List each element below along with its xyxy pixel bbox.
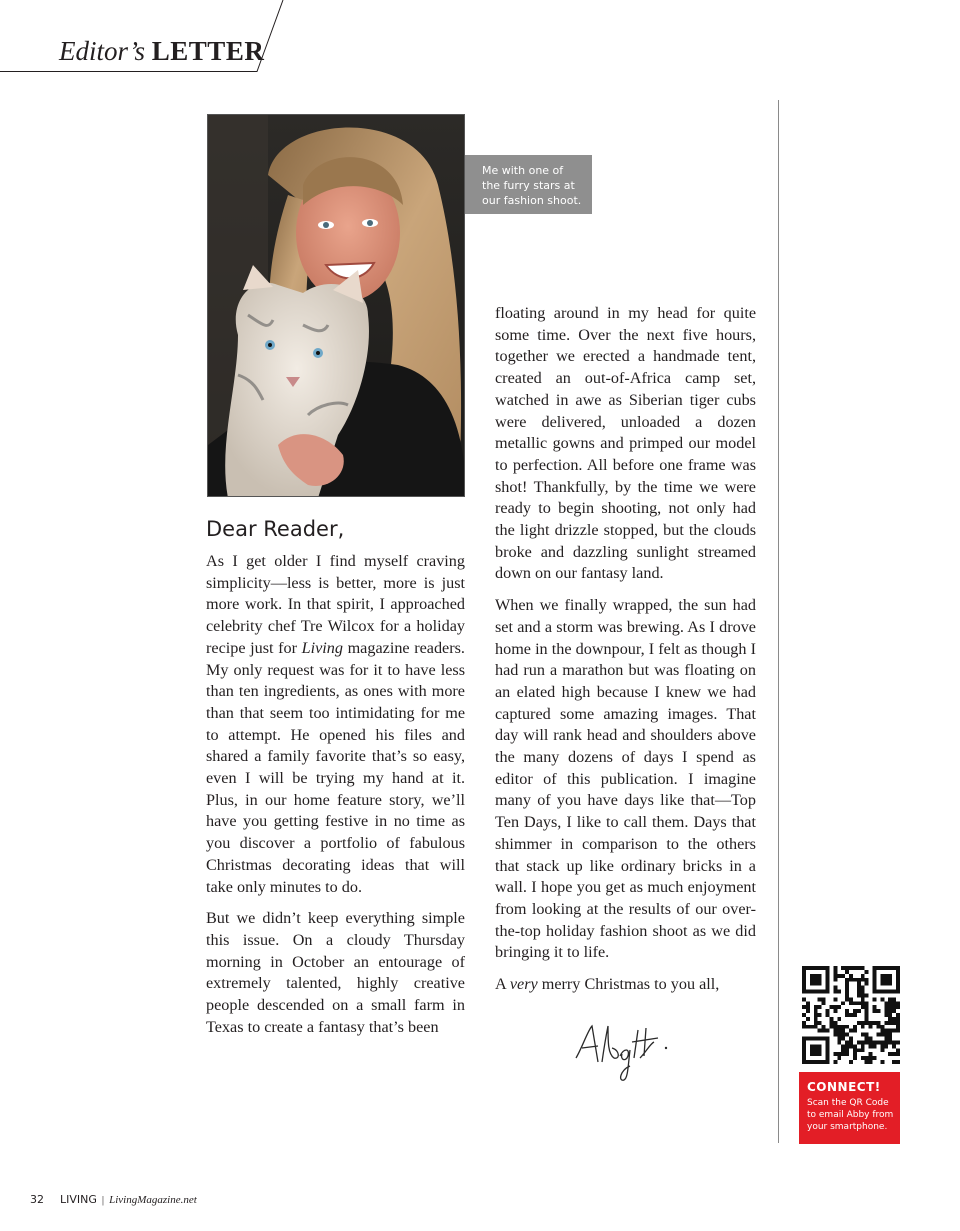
magazine-name: LIVING — [60, 1193, 97, 1206]
connect-box — [799, 1072, 900, 1144]
page-number: 32 — [30, 1193, 44, 1206]
letter-column-right — [495, 303, 756, 1006]
qr-code-graphic — [802, 966, 900, 1064]
paragraph-3: When we finally wrapped, the sun had set and a storm was brewing. As I drove home in the downpour, I felt as though I had run a marathon but was floating on an elated high because I knew we had captured some amazing images. That day will rank head and shoulders above the many dozens of days I spend as editor of this publication. I imagine many of you have days like that—Top Ten Days, I like to call them. Days that shimmer in comparison to the others that stack up like ordinary bricks in a wall. I hope you get as much enjoyment from looking at the results of our over-the-top holiday fashion shoot as we did bringing it to life. — [495, 596, 756, 962]
closing-line: A very merry Christmas to you all, — [495, 975, 720, 994]
qr-code-icon[interactable] — [802, 966, 900, 1064]
photo-caption: Me with one of the furry stars at our fashion shoot. — [465, 155, 592, 214]
paragraph-1: As I get older I find myself craving simplicity—less is better, more is just more work. In that spirit, I approached celebrity chef Tre Wilcox for a holiday recipe just for Living magazine readers. My only request was for it to have less than ten ingredients, as ones with more than that seem too intimidating for me to attempt. He opened his files and shared a family favorite that’s so easy, even I will be trying my hand at it. Plus, in our home feature story, we’ll have you getting festive in no time as you discover a portfolio of fabulous Christmas decorating ideas that will take only minutes to do. — [206, 552, 465, 896]
photo-editor-with-tiger-cub — [208, 115, 465, 497]
section-title — [59, 34, 264, 68]
connect-text: Scan the QR Code to email Abby from your smartphone. — [807, 1098, 894, 1132]
section-title-italic: Editor’s — [59, 36, 146, 66]
footer-separator: | — [101, 1194, 105, 1206]
paragraph-2-continued: floating around in my head for quite some time. Over the next five hours, together we erected a handmade tent, created an out-of-Africa camp set, watched in awe as Siberian tiger cubs were delivered, unloaded a dozen metallic gowns and primped our model to perfection. All before one frame was shot! Thankfully, by the time we were ready to begin shooting, not only had the light drizzle stopped, but the clouds broke and dazzling sunlight streamed down on our fantasy land. — [495, 304, 756, 583]
greeting: Dear Reader, — [206, 517, 345, 541]
letter-column-left — [206, 551, 465, 1048]
editor-photo — [207, 114, 465, 497]
page-footer — [30, 1193, 197, 1207]
paragraph-2: But we didn’t keep everything simple this issue. On a cloudy Thursday morning in October an entourage of extremely talented, highly creative people descended on a small farm in Texas to create a fantasy that’s been — [206, 909, 465, 1036]
signature — [568, 1018, 678, 1088]
website-link[interactable]: LivingMagazine.net — [109, 1194, 197, 1206]
section-title-bold: LETTER — [151, 36, 265, 66]
handwritten-signature — [568, 1018, 678, 1088]
connect-title: CONNECT! — [807, 1080, 881, 1094]
column-divider — [778, 100, 779, 1143]
